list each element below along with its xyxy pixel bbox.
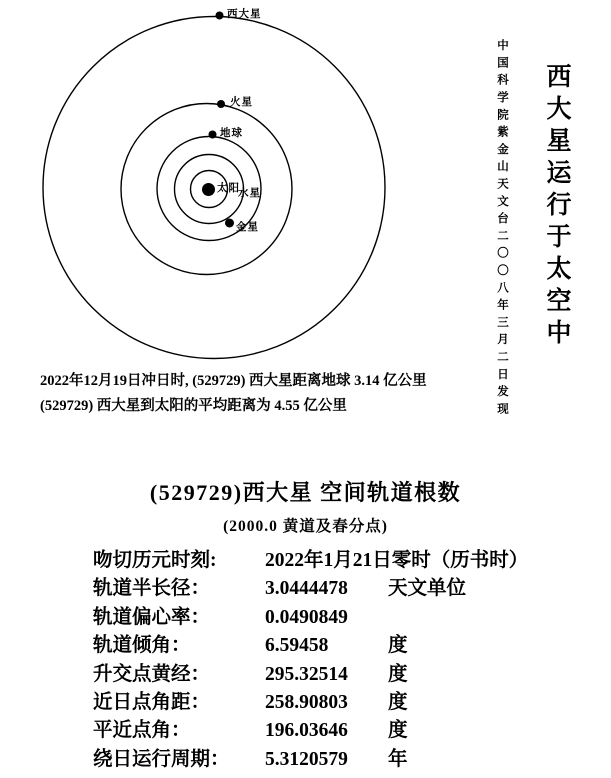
row-value: 295.32514 bbox=[265, 663, 348, 685]
row-value: 0.0490849 bbox=[265, 606, 348, 628]
xidaxing-label: 西大星 bbox=[227, 9, 262, 20]
mars-dot bbox=[217, 100, 225, 108]
table-row-argument-perihelion bbox=[0, 689, 611, 717]
row-value: 258.90803 bbox=[265, 691, 348, 713]
row-unit: 度 bbox=[388, 635, 408, 657]
row-value: 6.59458 bbox=[265, 635, 329, 657]
opposition-caption bbox=[40, 369, 427, 420]
row-value: 2022年1月21日零时（历书时） bbox=[265, 550, 529, 571]
table-row-semi-major-axis bbox=[0, 575, 611, 603]
row-label: 升交点黄经： bbox=[93, 663, 211, 685]
mercury-label: 水星 bbox=[238, 188, 261, 199]
row-unit: 度 bbox=[388, 720, 408, 742]
table-row-eccentricity bbox=[0, 604, 611, 632]
table-row-mean-anomaly bbox=[0, 717, 611, 745]
caption-line1: 2022年12月19日冲日时, (529729) 西大星距离地球 3.14 亿公里 bbox=[40, 373, 427, 389]
mars-label: 火星 bbox=[230, 97, 253, 108]
row-unit: 度 bbox=[388, 691, 408, 713]
table-row-orbital-period bbox=[0, 746, 611, 774]
row-value: 5.3120579 bbox=[265, 748, 348, 770]
row-unit: 天文单位 bbox=[388, 578, 467, 600]
sun-dot bbox=[202, 183, 215, 196]
row-label: 吻切历元时刻: bbox=[93, 550, 217, 571]
row-label: 轨道半长径： bbox=[93, 578, 211, 600]
caption-line2: (529729) 西大星到太阳的平均距离为 4.55 亿公里 bbox=[40, 398, 347, 415]
vertical-discovery-note: 中国科学院紫金山天文台二〇〇八年三月二日发现 bbox=[496, 39, 508, 420]
venus-label: 金星 bbox=[236, 222, 259, 233]
table-row-epoch bbox=[0, 547, 611, 575]
row-label: 近日点角距： bbox=[93, 691, 211, 713]
orbit-table-title: (529729)西大星 空间轨道根数 bbox=[149, 480, 462, 505]
table-row-inclination bbox=[0, 632, 611, 660]
sun-label: 太阳 bbox=[217, 183, 240, 194]
orbit-table-subtitle: (2000.0 黄道及春分点) bbox=[223, 518, 388, 535]
solar-system-orbit-diagram bbox=[0, 0, 440, 430]
row-value: 196.03646 bbox=[265, 720, 348, 742]
orbit-elements-table bbox=[0, 547, 611, 774]
row-label: 轨道偏心率： bbox=[93, 606, 211, 628]
row-label: 平近点角： bbox=[93, 720, 191, 742]
earth-label: 地球 bbox=[220, 128, 243, 139]
row-value: 3.0444478 bbox=[265, 578, 348, 600]
row-unit: 度 bbox=[388, 663, 408, 685]
xidaxing-dot bbox=[216, 12, 224, 20]
vertical-main-title: 西大星运行于太空中 bbox=[543, 63, 570, 351]
earth-dot bbox=[209, 131, 217, 139]
row-unit: 年 bbox=[388, 748, 408, 770]
row-label: 轨道倾角： bbox=[93, 635, 191, 657]
venus-dot bbox=[225, 219, 234, 228]
table-row-ascending-node bbox=[0, 661, 611, 689]
row-label: 绕日运行周期： bbox=[93, 748, 230, 770]
